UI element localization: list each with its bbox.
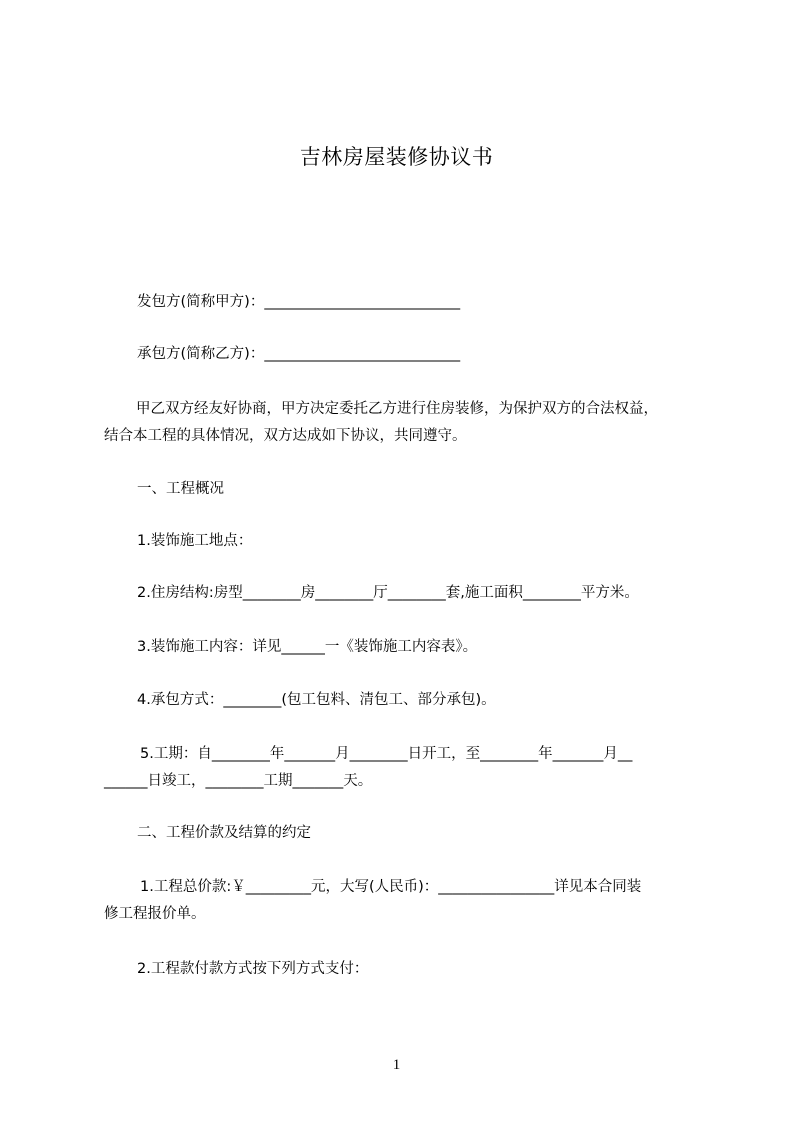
section-1-item-2: 2.住房结构:房型________房________厅________套,施工面积________平方米。 — [137, 585, 639, 601]
section-2-item-1 — [104, 874, 704, 928]
section-2-item-2: 2.工程款付款方式按下列方式支付： — [137, 961, 369, 977]
party-a-line: 发包方(简称甲方)：___________________________ — [137, 294, 461, 310]
item-5-line-1: 5.工期：自________年_______月________日开工，至________年_______月__ — [140, 746, 633, 762]
page-number: 1 — [392, 1057, 401, 1073]
document-title: 吉林房屋装修协议书 — [299, 145, 494, 169]
section-1-item-3: 3.装饰施工内容：详见______一《装饰施工内容表》。 — [137, 639, 478, 655]
intro-line-2: 结合本工程的具体情况，双方达成如下协议，共同遵守。 — [104, 428, 467, 444]
section-2-item-1-line-1: 1.工程总价款:￥_________元，大写(人民币)：________________详见本合同装 — [140, 879, 642, 895]
section-1-item-5 — [104, 741, 704, 795]
intro-paragraph — [104, 396, 704, 450]
section-1-item-4: 4.承包方式：________(包工包料、清包工、部分承包)。 — [137, 692, 496, 708]
section-2-item-1-line-2: 修工程报价单。 — [104, 906, 206, 922]
section-1-item-1: 1.装饰施工地点： — [137, 533, 253, 549]
item-5-line-2: ______日竣工，________工期_______天。 — [104, 773, 373, 789]
section-2-heading: 二、工程价款及结算的约定 — [137, 825, 311, 841]
section-1-heading: 一、工程概况 — [137, 481, 224, 497]
party-b-line: 承包方(简称乙方)：___________________________ — [137, 346, 461, 362]
intro-line-1: 甲乙双方经友好协商，甲方决定委托乙方进行住房装修，为保护双方的合法权益， — [136, 401, 658, 417]
